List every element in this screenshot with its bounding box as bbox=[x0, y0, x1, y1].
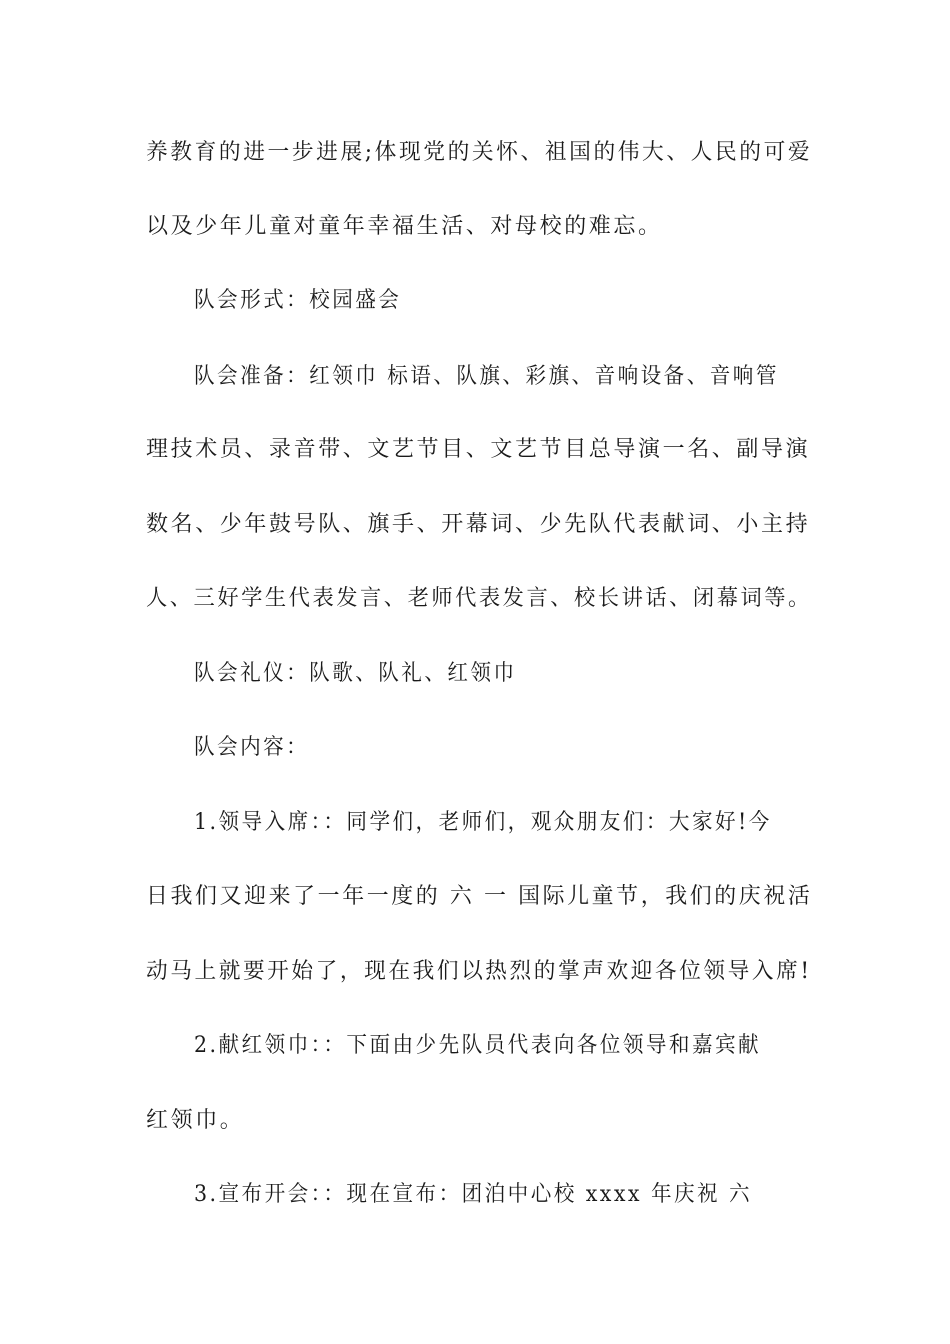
text-line-8: 队会礼仪：队歌、队礼、红领巾 bbox=[194, 661, 517, 686]
text-line-9: 队会内容： bbox=[194, 735, 310, 760]
text-line-6: 数名、少年鼓号队、旗手、开幕词、少先队代表献词、小主持 bbox=[146, 512, 811, 537]
text-line-14: 红领巾。 bbox=[146, 1108, 245, 1133]
text-line-12: 动马上就要开始了，现在我们以热烈的掌声欢迎各位领导入席! bbox=[146, 959, 812, 984]
text-line-11: 日我们又迎来了一年一度的 六 一 国际儿童节，我们的庆祝活 bbox=[146, 884, 813, 909]
text-line-15: 3.宣布开会：：现在宣布：团泊中心校 xxxx 年庆祝 六 bbox=[194, 1182, 753, 1207]
text-line-13: 2.献红领巾：：下面由少先队员代表向各位领导和嘉宾献 bbox=[194, 1033, 762, 1058]
text-line-2: 以及少年儿童对童年幸福生活、对母校的难忘。 bbox=[146, 214, 663, 239]
text-line-1: 养教育的进一步进展;体现党的关怀、祖国的伟大、人民的可爱 bbox=[146, 140, 813, 165]
text-line-7: 人、三好学生代表发言、老师代表发言、校长讲话、闭幕词等。 bbox=[146, 586, 812, 611]
text-line-10: 1.领导入席：：同学们，老师们，观众朋友们：大家好!今 bbox=[194, 810, 772, 835]
text-line-4: 队会准备：红领巾 标语、队旗、彩旗、音响设备、音响管 bbox=[194, 364, 779, 389]
text-line-3: 队会形式：校园盛会 bbox=[194, 288, 402, 313]
text-line-5: 理技术员、录音带、文艺节目、文艺节目总导演一名、副导演 bbox=[146, 437, 811, 462]
